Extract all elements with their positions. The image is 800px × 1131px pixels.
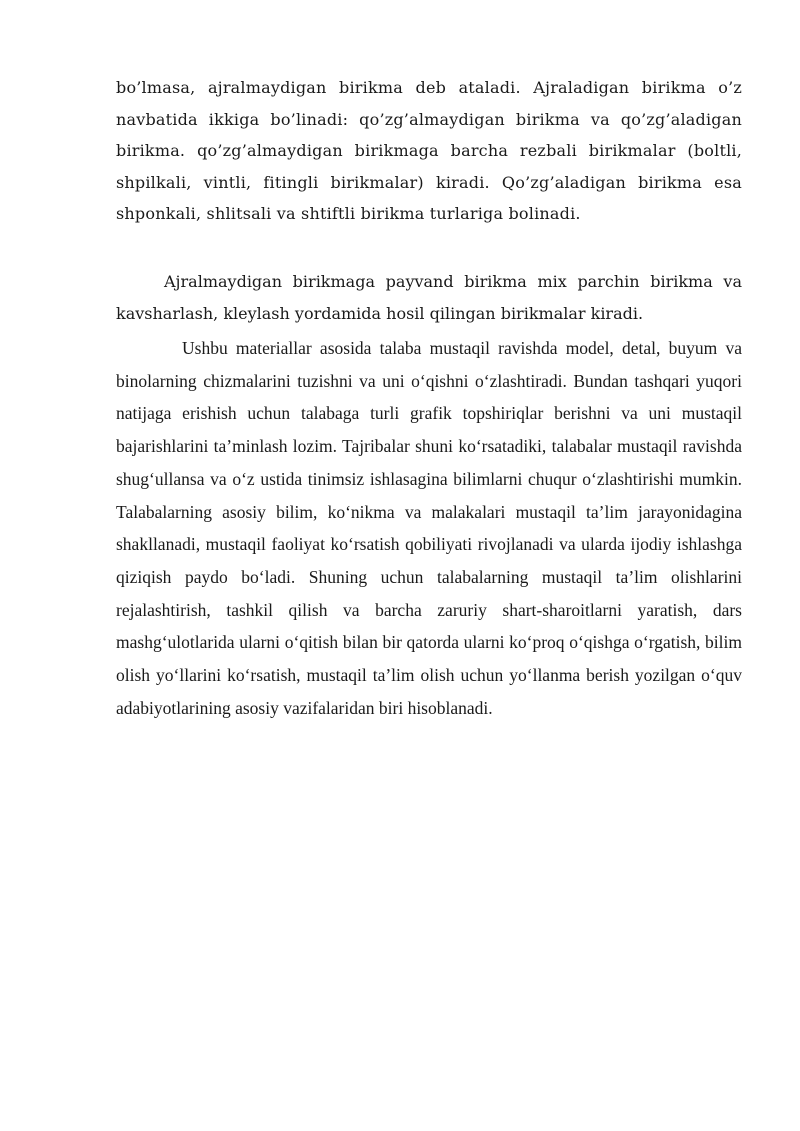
paragraph-joint-types: bo’lmasa, ajralmaydigan birikma deb ataladi. Ajraladigan birikma o’z navbatida ikkiga bo’linadi: qo’zg’almaydigan birikma va qo’zg’aladigan birikma. qo’zg’almaydigan birikmaga barcha rezbali birikmalar (boltli, shpilkali, vintli, fitingli birikmalar) kiradi. Qo’zg’aladigan birikma esa shponkali, shlitsali va shtiftli birikma turlariga bolinadi. xyxy=(116,78,742,224)
paragraph-permanent-joints: Ajralmaydigan birikmaga payvand birikma mix parchin birikma va kavsharlash, kleylash yordamida hosil qilingan birikmalar kiradi. xyxy=(116,272,742,323)
paragraph-independent-study: Ushbu materiallar asosida talaba mustaqil ravishda model, detal, buyum va binolarning chizmalarini tuzishni va uni oʻqishni oʻzlashtiradi. Bundan tashqari yuqori natijaga erishish uchun talabaga turli grafik topshiriqlar berishni va uni mustaqil bajarishlarini taʼminlash lozim. Tajribalar shuni koʻrsatadiki, talabalar mustaqil ravishda shugʻullansa va oʻz ustida tinimsiz ishlasagina bilimlarni chuqur oʻzlashtirishi mumkin. Talabalarning asosiy bilim, koʻnikma va malakalari mustaqil taʼlim jarayonidagina shakllanadi, mustaqil faoliyat koʻrsatish qobiliyati rivojlanadi va ularda ijodiy ishlashga qiziqish paydo boʻladi. Shuning uchun talabalarning mustaqil taʼlim olishlarini rejalashtirish, tashkil qilish va barcha zaruriy shart-sharoitlarni yaratish, dars mashgʻulotlarida ularni oʻqitish bilan bir qatorda ularni koʻproq oʻqishga oʻrgatish, bilim olish yoʻllarini koʻrsatish, mustaqil taʼlim olish uchun yoʻllanma berish yozilgan oʻquv adabiyotlarining asosiy vazifalaridan biri hisoblanadi. xyxy=(116,338,742,718)
